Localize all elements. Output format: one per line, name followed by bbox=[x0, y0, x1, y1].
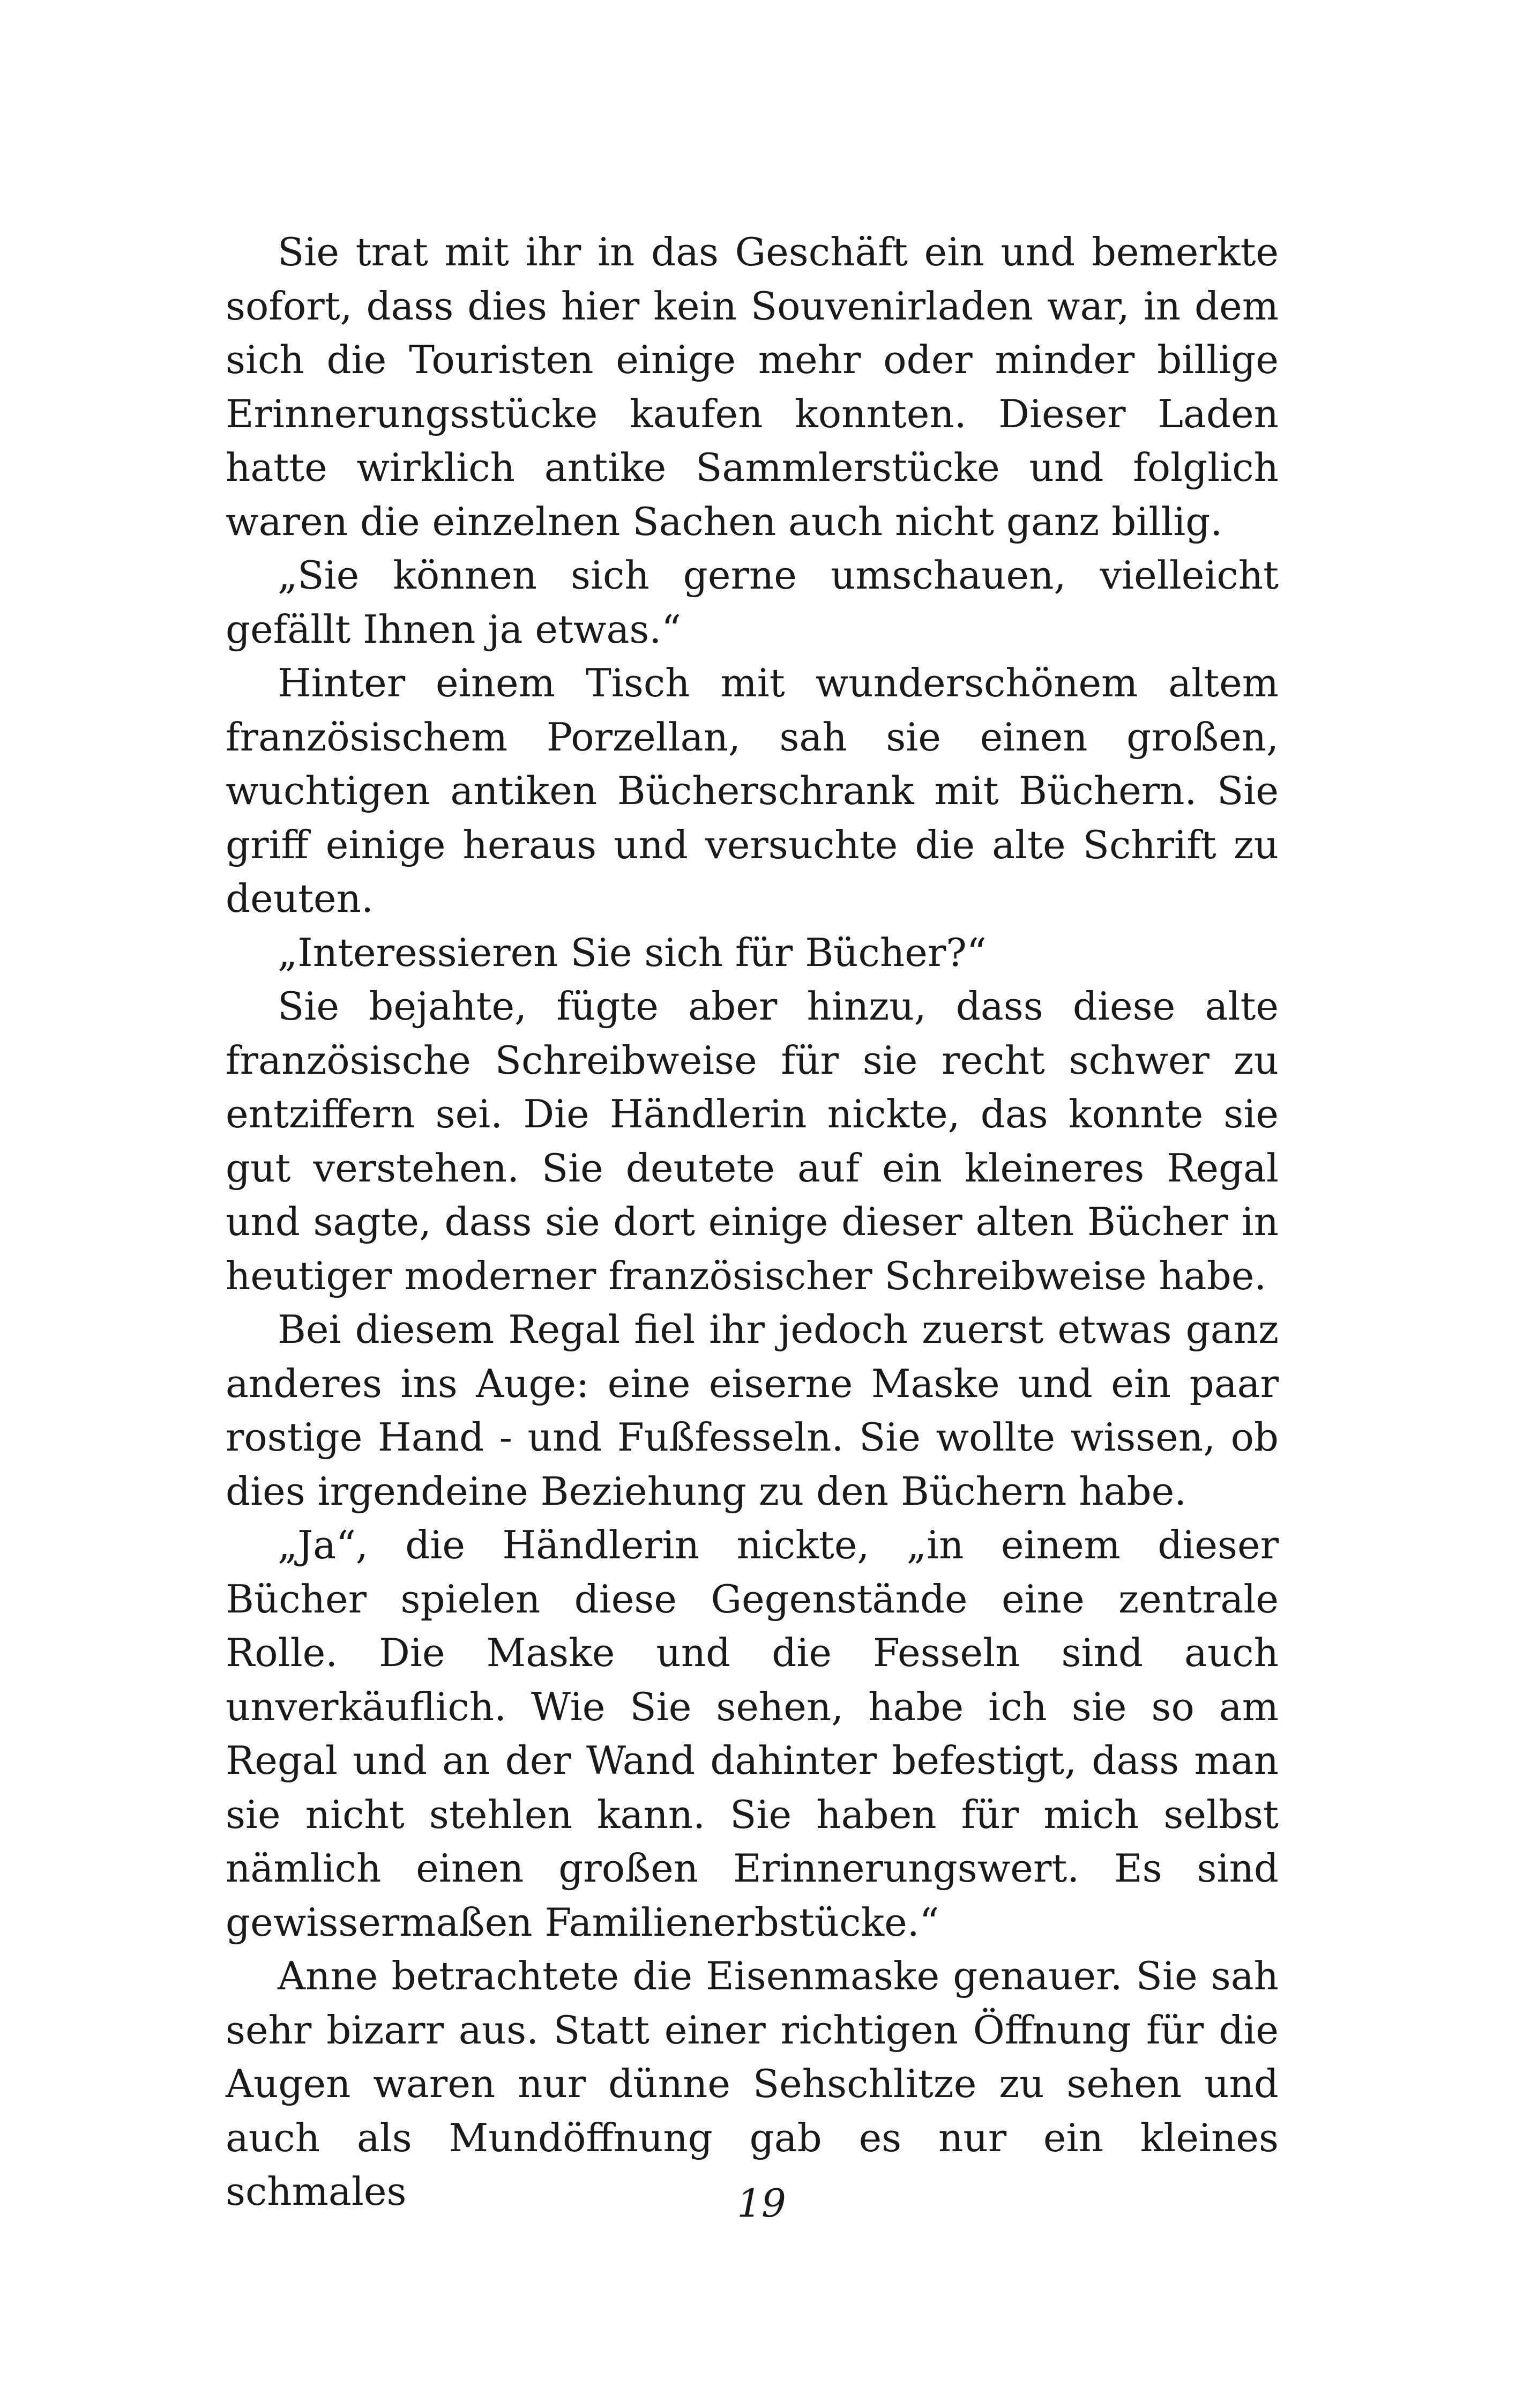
body-text bbox=[226, 225, 1279, 2219]
paragraph-3: Hinter einem Tisch mit wunderschönem altem französischem Porzellan, sah sie einen großen, wuchtigen antiken Bücherschrank mit Büchern. Sie griff einige heraus und versuchte die alte Schrift zu deuten. bbox=[226, 660, 1279, 921]
paragraph-1: Sie trat mit ihr in das Geschäft ein und bemerkte sofort, dass dies hier kein Souvenirladen war, in dem sich die Touristen einige mehr oder minder billige Erinnerungsstücke kaufen konnten. Dieser Laden hatte wirklich antike Sammlerstücke und folglich waren die einzelnen Sachen auch nicht ganz billig. bbox=[226, 229, 1279, 544]
paragraph-2: „Sie können sich gerne umschauen, vielleicht gefällt Ihnen ja etwas.“ bbox=[226, 553, 1279, 652]
paragraph-4: „Interessieren Sie sich für Bücher?“ bbox=[278, 930, 987, 975]
page-number: 19 bbox=[737, 2181, 786, 2226]
paragraph-6: Bei diesem Regal fiel ihr jedoch zuerst etwas ganz anderes ins Auge: eine eiserne Maske und ein paar rostige Hand - und Fußfesseln. Sie wollte wissen, ob dies irgendeine Beziehung zu den Büchern habe. bbox=[226, 1307, 1279, 1514]
paragraph-5: Sie bejahte, fügte aber hinzu, dass diese alte französische Schreibweise für sie recht schwer zu entziffern sei. Die Händlerin nickte, das konnte sie gut verstehen. Sie deutete auf ein kleineres Regal und sagte, dass sie dort einige dieser alten Bücher in heutiger moderner französischer Schreibweise habe. bbox=[226, 984, 1279, 1298]
paragraph-7: „Ja“, die Händlerin nickte, „in einem dieser Bücher spielen diese Gegenstände eine zentrale Rolle. Die Maske und die Fesseln sind auch unverkäuflich. Wie Sie sehen, habe ich sie so am Regal und an der Wand dahinter befestigt, dass man sie nicht stehlen kann. Sie haben für mich selbst nämlich einen großen Erinnerungswert. Es sind gewissermaßen Familienerbstücke.“ bbox=[226, 1522, 1279, 1945]
paragraph-8: Anne betrachtete die Eisenmaske genauer. Sie sah sehr bizarr aus. Statt einer richtigen Öffnung für die Augen waren nur dünne Sehschlitze zu sehen und auch als Mundöffnung gab es nur ein kleines schmales bbox=[226, 1953, 1279, 2214]
